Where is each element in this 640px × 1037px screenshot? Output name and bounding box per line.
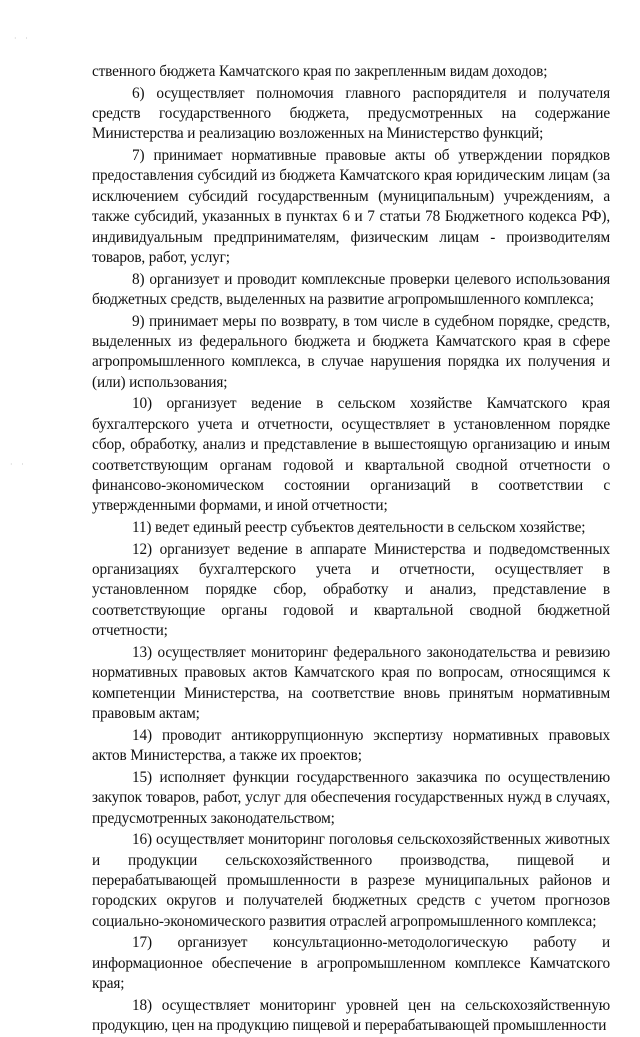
scan-mark-middle: · · bbox=[10, 460, 27, 469]
paragraph-item-12: 12) организует ведение в аппарате Министерства и подведомственных организациях бухгалтерского учета и отчетности, осуществляет в установленном порядке сбор, обработку и анализ, представление в соответствующие органы годовой и квартальной сводной бюджетной отчетности; bbox=[92, 540, 610, 640]
paragraph-item-17: 17) организует консультационно-методологическую работу и информационное обеспечение в агропромышленном комплексе Камчатского края; bbox=[92, 934, 610, 993]
paragraph-item-6: 6) осуществляет полномочия главного распорядителя и получателя средств государственного бюджета, предусмотренных на содержание Министерства и реализацию возложенных на Министерство функций; bbox=[92, 84, 610, 143]
scan-mark-top: · · bbox=[14, 34, 31, 43]
paragraph-item-9: 9) принимает меры по возврату, в том числе в судебном порядке, средств, выделенных из федерального бюджета и бюджета Камчатского края в сфере агропромышленного комплекса, в случае нарушения порядка их получения и (или) использования; bbox=[92, 312, 610, 391]
paragraph-item-8: 8) организует и проводит комплексные проверки целевого использования бюджетных средств, выделенных на развитие агропромышленного комплекса; bbox=[92, 270, 610, 309]
paragraph-continuation: ственного бюджета Камчатского края по закрепленным видам доходов; bbox=[92, 63, 548, 80]
paragraph-item-11: 11) ведет единый реестр субъектов деятельности в сельском хозяйстве; bbox=[132, 519, 586, 537]
paragraph-item-13: 13) осуществляет мониторинг федерального законодательства и ревизию нормативных правовых актов Камчатского края по вопросам, относящимся к компетенции Министерства, на соответствие вновь принятым нормативным правовым актам; bbox=[92, 643, 610, 723]
paragraph-item-15: 15) исполняет функции государственного заказчика по осуществлению закупок товаров, работ, услуг для обеспечения государственных нужд в случаях, предусмотренных законодательством; bbox=[92, 768, 610, 827]
document-page bbox=[92, 62, 610, 1037]
paragraph-item-16: 16) осуществляет мониторинг поголовья сельскохозяйственных животных и продукции сельскохозяйственного производства, пищевой и перерабатывающей промышленности в разрезе муниципальных районов и городских округов и получателей бюджетных средств с учетом прогнозов социально-экономического развития отраслей агропромышленного комплекса; bbox=[92, 831, 610, 930]
paragraph-item-18: 18) осуществляет мониторинг уровней цен на сельскохозяйственную продукцию, цен на продукцию пищевой и перерабатывающей промышленности bbox=[92, 996, 610, 1035]
paragraph-item-10: 10) организует ведение в сельском хозяйстве Камчатского края бухгалтерского учета и отчетности, осуществляет в установленном порядке сбор, обработку, анализ и представление в вышестоящую организацию и иным соответствующим органам годовой и квартальной сводной отчетности о финансово-экономическом состоянии организаций в соответствии с утвержденными формами, и иной отчетности; bbox=[92, 395, 610, 515]
paragraph-item-14: 14) проводит антикоррупционную экспертизу нормативных правовых актов Министерства, а также их проектов; bbox=[92, 726, 610, 765]
paragraph-item-7: 7) принимает нормативные правовые акты об утверждении порядков предоставления субсидий из бюджета Камчатского края юридическим лицам (за исключением субсидий государственным (муниципальным) учреждениям, а также субсидий, указанных в пунктах 6 и 7 статьи 78 Бюджетного кодекса РФ), индивидуальным предпринимателям, физическим лицам - производителям товаров, работ, услуг; bbox=[92, 147, 610, 267]
